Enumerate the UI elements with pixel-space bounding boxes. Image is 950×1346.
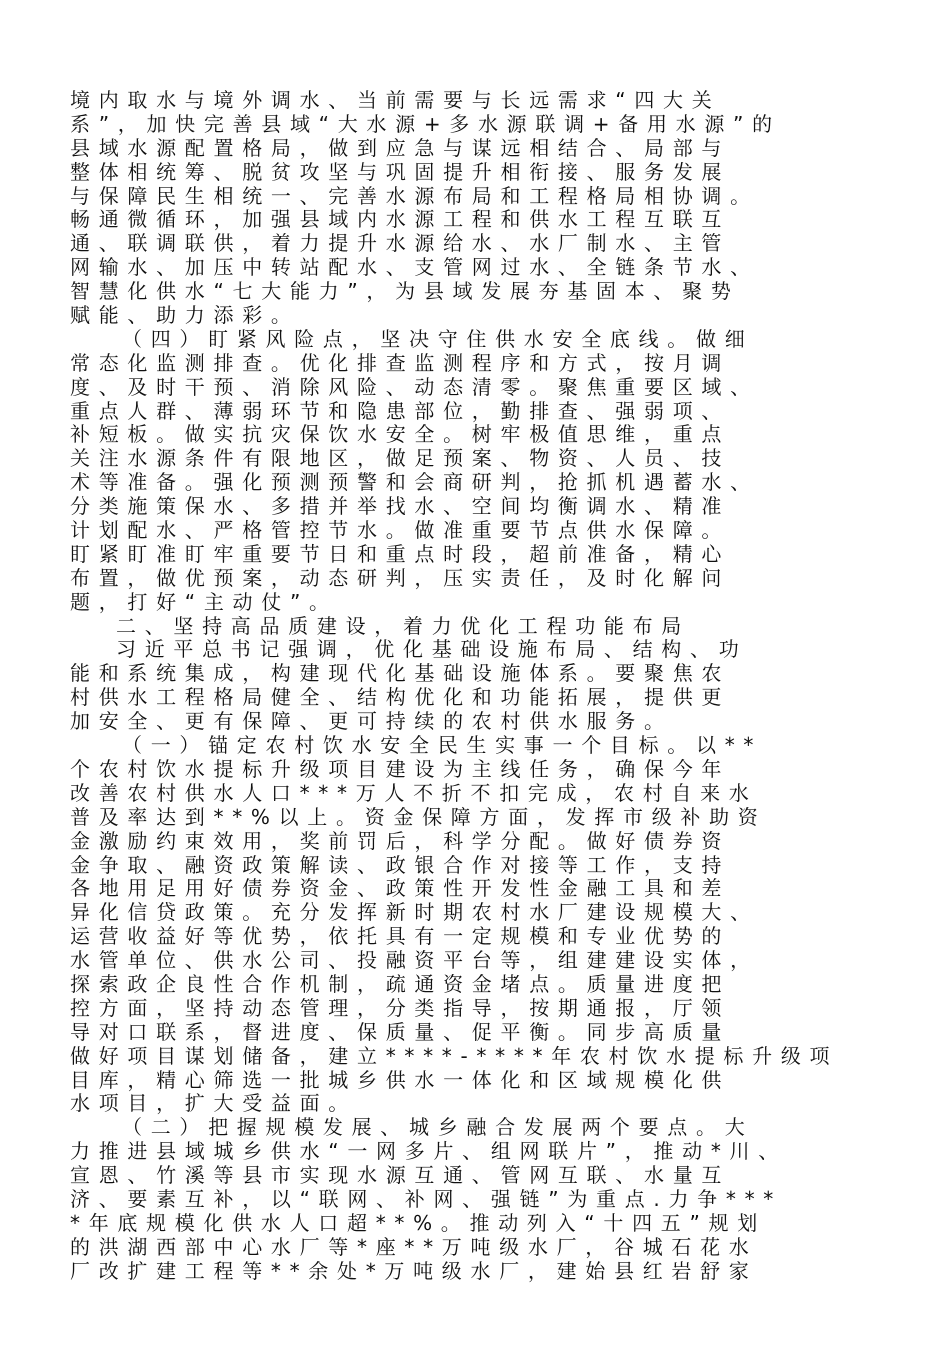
text-line: 导对口联系，督进度、保质量、促平衡。同步高质量 [70, 1019, 731, 1044]
text-line: 与保障民生相统一、完善水源布局和工程格局相协调。 [70, 183, 759, 208]
text-line: 控方面，坚持动态管理，分类指导，按期通报，厅领 [70, 995, 731, 1020]
text-line: 二、坚持高品质建设，着力优化工程功能布局 [116, 613, 690, 638]
text-line: （一）锚定农村饮水安全民生实事一个目标。以** [122, 733, 763, 758]
text-line: 盯紧盯准盯牢重要节日和重点时段，超前准备，精心 [70, 541, 731, 566]
text-line: 力推进县域城乡供水“一网多片、组网联片”，推动*川、 [70, 1139, 787, 1164]
text-line: （四）盯紧风险点，坚决守住供水安全底线。做细 [122, 326, 754, 351]
text-line: 境内取水与境外调水、当前需要与长远需求“四大关 [70, 88, 721, 112]
text-line: 个农村饮水提标升级项目建设为主线任务，确保今年 [70, 756, 731, 781]
text-line: 补短板。做实抗灾保饮水安全。树牢极值思维，重点 [70, 422, 731, 447]
text-line: 计划配水、严格管控节水。做准重要节点供水保障。 [70, 518, 731, 543]
text-line: 宣恩、竹溪等县市实现水源互通、管网互联、水量互 [70, 1163, 731, 1188]
text-line: 目库，精心筛选一批城乡供水一体化和区域规模化供 [70, 1067, 731, 1092]
text-line: 网输水、加压中转站配水、支管网过水、全链条节水、 [70, 255, 759, 280]
text-line: 金激励约束效用，奖前罚后，科学分配。做好债券资 [70, 828, 731, 853]
text-line: 各地用足用好债券资金、政策性开发性金融工具和差 [70, 876, 731, 901]
text-line: 水管单位、供水公司、投融资平台等，组建建设实体， [70, 948, 759, 973]
text-line: 水项目，扩大受益面。 [70, 1091, 357, 1116]
text-line: 常态化监测排查。优化排查监测程序和方式，按月调 [70, 350, 731, 375]
text-line: 题，打好“主动仗”。 [70, 589, 338, 614]
text-line: 探索政企良性合作机制，疏通资金堵点。质量进度把 [70, 971, 731, 996]
text-line: 度、及时干预、消除风险、动态清零。聚焦重要区域、 [70, 374, 759, 399]
document-body [70, 89, 870, 1284]
text-line: 畅通微循环，加强县域内水源工程和供水工程互联互 [70, 207, 731, 232]
text-line: 能和系统集成，构建现代化基础设施体系。要聚焦农 [70, 661, 731, 686]
text-line: *年底规模化供水人口超**%。推动列入“十四五”规划 [70, 1210, 766, 1235]
text-line: 济、要素互补，以“联网、补网、强链”为重点.力争*** [70, 1186, 782, 1211]
text-line: 赋能、助力添彩。 [70, 303, 300, 328]
text-line: 系”，加快完善县域“大水源+多水源联调+备用水源”的 [70, 111, 781, 136]
text-line: 关注水源条件有限地区，做足预案、物资、人员、技 [70, 446, 731, 471]
text-line: 普及率达到**%以上。资金保障方面，发挥市级补助资 [70, 804, 767, 829]
text-line: 分类施策保水、多措并举找水、空间均衡调水、精准 [70, 494, 731, 519]
text-line: 重点人群、薄弱环节和隐患部位，勤排查、强弱项、 [70, 398, 731, 423]
text-line: 改善农村供水人口***万人不折不扣完成，农村自来水 [70, 780, 758, 805]
text-line: 村供水工程格局健全、结构优化和功能拓展，提供更 [70, 685, 731, 710]
text-line: 金争取、融资政策解读、政银合作对接等工作，支持 [70, 852, 731, 877]
text-line: 异化信贷政策。充分发挥新时期农村水厂建设规模大、 [70, 900, 759, 925]
text-line: 整体相统筹、脱贫攻坚与巩固提升相衔接、服务发展 [70, 159, 731, 184]
text-line: 做好项目谋划储备，建立****-****年农村饮水提标升级项 [70, 1043, 839, 1068]
text-line: 加安全、更有保障、更可持续的农村供水服务。 [70, 709, 673, 734]
text-line: 习近平总书记强调，优化基础设施布局、结构、功 [116, 637, 748, 662]
text-line: 术等准备。强化预测预警和会商研判，抢抓机遇蓄水、 [70, 470, 759, 495]
text-line: 运营收益好等优势，依托具有一定规模和专业优势的 [70, 924, 731, 949]
text-line: 县域水源配置格局，做到应急与谋远相结合、局部与 [70, 135, 731, 160]
text-line: 布置，做优预案，动态研判，压实责任，及时化解问 [70, 565, 731, 590]
text-line: 厂改扩建工程等**余处*万吨级水厂，建始县红岩舒家 [70, 1258, 758, 1283]
text-line: 的洪湖西部中心水厂等*座**万吨级水厂，谷城石花水 [70, 1234, 758, 1259]
text-line: 通、联调联供，着力提升水源给水、水厂制水、主管 [70, 231, 731, 256]
text-line: 智慧化供水“七大能力”，为县域发展夯基固本、聚势 [70, 279, 740, 304]
text-line: （二）把握规模发展、城乡融合发展两个要点。大 [122, 1115, 754, 1140]
